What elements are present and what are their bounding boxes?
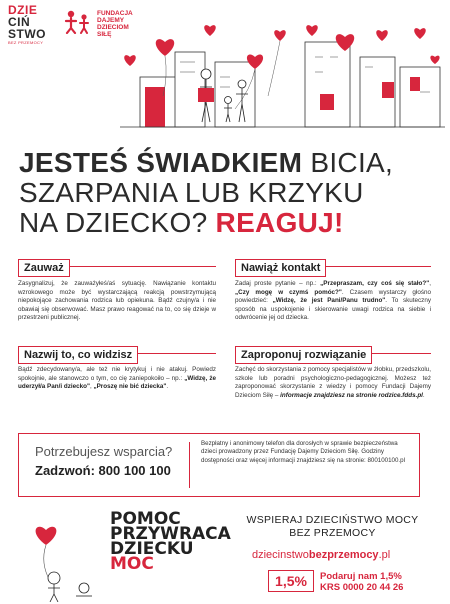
slogan-line-1: POMOC xyxy=(110,509,181,529)
contact-text-c: . Czasem wystarczy głośno powiedzieć: xyxy=(235,288,431,305)
slogan xyxy=(110,509,231,574)
section-contact-heading xyxy=(235,258,326,277)
section-name-title: Nazwij to, co widzisz xyxy=(18,346,138,364)
section-contact-text xyxy=(235,280,431,323)
support-line-1: WSPIERAJ DZIECIŃSTWO MOCY xyxy=(246,514,419,526)
support-phone[interactable]: Zadzwoń: 800 100 100 xyxy=(35,463,171,478)
url-part-a: dziecinstwo xyxy=(252,549,309,561)
logo-line-2: CIŃ xyxy=(8,15,31,29)
headline-line-1 xyxy=(19,148,439,178)
section-propose-heading xyxy=(235,345,372,364)
campaign-url[interactable] xyxy=(252,549,390,561)
logo-sub: BEZ PRZEMOCY xyxy=(8,40,44,45)
name-text-b: , xyxy=(89,383,94,391)
headline xyxy=(19,148,439,238)
fund-line-3: DZIECIOM xyxy=(97,24,129,31)
url-part-c: .pl xyxy=(378,549,391,561)
section-propose-title: Zaproponuj rozwiązanie xyxy=(235,346,372,364)
name-text-a: Bądź zdecydowany/a, ale też nie krytykuj i nie atakuj. Powiedz spokojnie, ale stanowczo o tym, co cię zaniepokoiło – np.: xyxy=(18,366,216,382)
section-notice-title: Zauważ xyxy=(18,259,70,277)
fund-line-2: DAJEMY xyxy=(97,17,125,24)
fund-line-1: FUNDACJA xyxy=(97,10,133,17)
contact-quote-2: „Czy mogę w czymś pomóc?" xyxy=(235,288,342,296)
section-notice-heading xyxy=(18,258,70,277)
krs-number: KRS 0000 20 44 26 xyxy=(320,582,404,593)
support-info: Bezpłatny i anonimowy telefon dla dorosłych w sprawie bezpieczeństwa dzieci prowadzony przez Fundację Dajemy Dzieciom Siłę. Godziny dostępności oraz więcej informacji znajdziesz się na stronie: 800100100.pl xyxy=(201,440,405,464)
slogan-line-2: PRZYWRACA xyxy=(110,524,231,544)
name-quote-2: „Proszę nie bić dziecka" xyxy=(93,383,167,391)
foundation-logo-icon xyxy=(62,8,94,34)
headline-bold: JESTEŚ ŚWIADKIEM xyxy=(19,147,303,178)
propose-link[interactable]: informacje znajdziesz na stronie rodzice.fdds.pl xyxy=(280,391,423,399)
section-notice-text: Zasygnalizuj, że zauważyłeś/aś sytuację. Nawiązanie kontaktu wzrokowego może być wystarczającą reakcją powstrzymującą niepokojące zachowania rodzica lub opiekuna. Bądź czujny/a i nie obawiaj się obserwować. Masz prawo reagować na to, co się dzieje w przestrzeni publicznej. xyxy=(18,280,216,322)
section-propose-text xyxy=(235,366,431,400)
contact-text-a: Zadaj proste pytanie – np.: xyxy=(235,280,321,287)
section-contact-title: Nawiąż kontakt xyxy=(235,259,326,277)
headline-rest: BICIA, xyxy=(302,147,394,178)
name-quote-1: „Widzę, że uderzył/a Pan/i dziecko" xyxy=(18,374,216,391)
donate-text: Podaruj nam 1,5% xyxy=(320,571,402,582)
support-divider xyxy=(189,442,190,488)
child-balloon-illustration xyxy=(6,516,101,602)
url-part-b: bezprzemocy xyxy=(308,549,379,561)
campaign-logo xyxy=(8,4,52,50)
headline-line-2: SZARPANIA LUB KRZYKU xyxy=(19,177,364,208)
slogan-line-4: MOC xyxy=(110,554,154,574)
support-line-2: BEZ PRZEMOCY xyxy=(289,527,376,539)
family-city-illustration xyxy=(120,22,445,132)
headline-reaguj: REAGUJ! xyxy=(215,207,344,238)
contact-text-b: , xyxy=(429,280,431,287)
section-name-text xyxy=(18,366,216,392)
support-question: Potrzebujesz wsparcia? xyxy=(35,444,173,459)
fund-line-4: SIŁĘ xyxy=(97,31,112,38)
contact-text-d: . To skuteczny sposób na uspokojenie i skierowanie uwagi rodzica na siebie i odwrócenie jej od dziecka. xyxy=(235,297,431,322)
contact-quote-3: „Widzę, że jest Pani/Panu trudno" xyxy=(272,297,386,305)
support-campaign xyxy=(230,514,435,540)
contact-quote-1: „Przepraszam, czy coś się stało?" xyxy=(320,280,430,287)
propose-text-a: Zachęć do skorzystania z pomocy specjalistów w żłobku, przedszkolu, szkole lub poradni psychologiczno-pedagogicznej. Możesz też zaproponować skorzystanie z wiedzy i pomocy Fundacji Dajemy Dzieciom Siłę – xyxy=(235,366,431,399)
support-box xyxy=(18,433,420,497)
headline-line3-text: NA DZIECKO? xyxy=(19,207,216,238)
slogan-line-3: DZIECKU xyxy=(110,539,194,559)
tax-percent-badge: 1,5% xyxy=(268,570,314,592)
propose-text-b: . xyxy=(422,391,425,399)
section-name-heading xyxy=(18,345,138,364)
logo-line-1: DZIE xyxy=(8,3,38,17)
donation-info xyxy=(320,571,403,593)
headline-line-3 xyxy=(19,208,439,238)
name-text-c: . xyxy=(166,383,169,391)
logo-line-3: STWO xyxy=(8,27,46,41)
